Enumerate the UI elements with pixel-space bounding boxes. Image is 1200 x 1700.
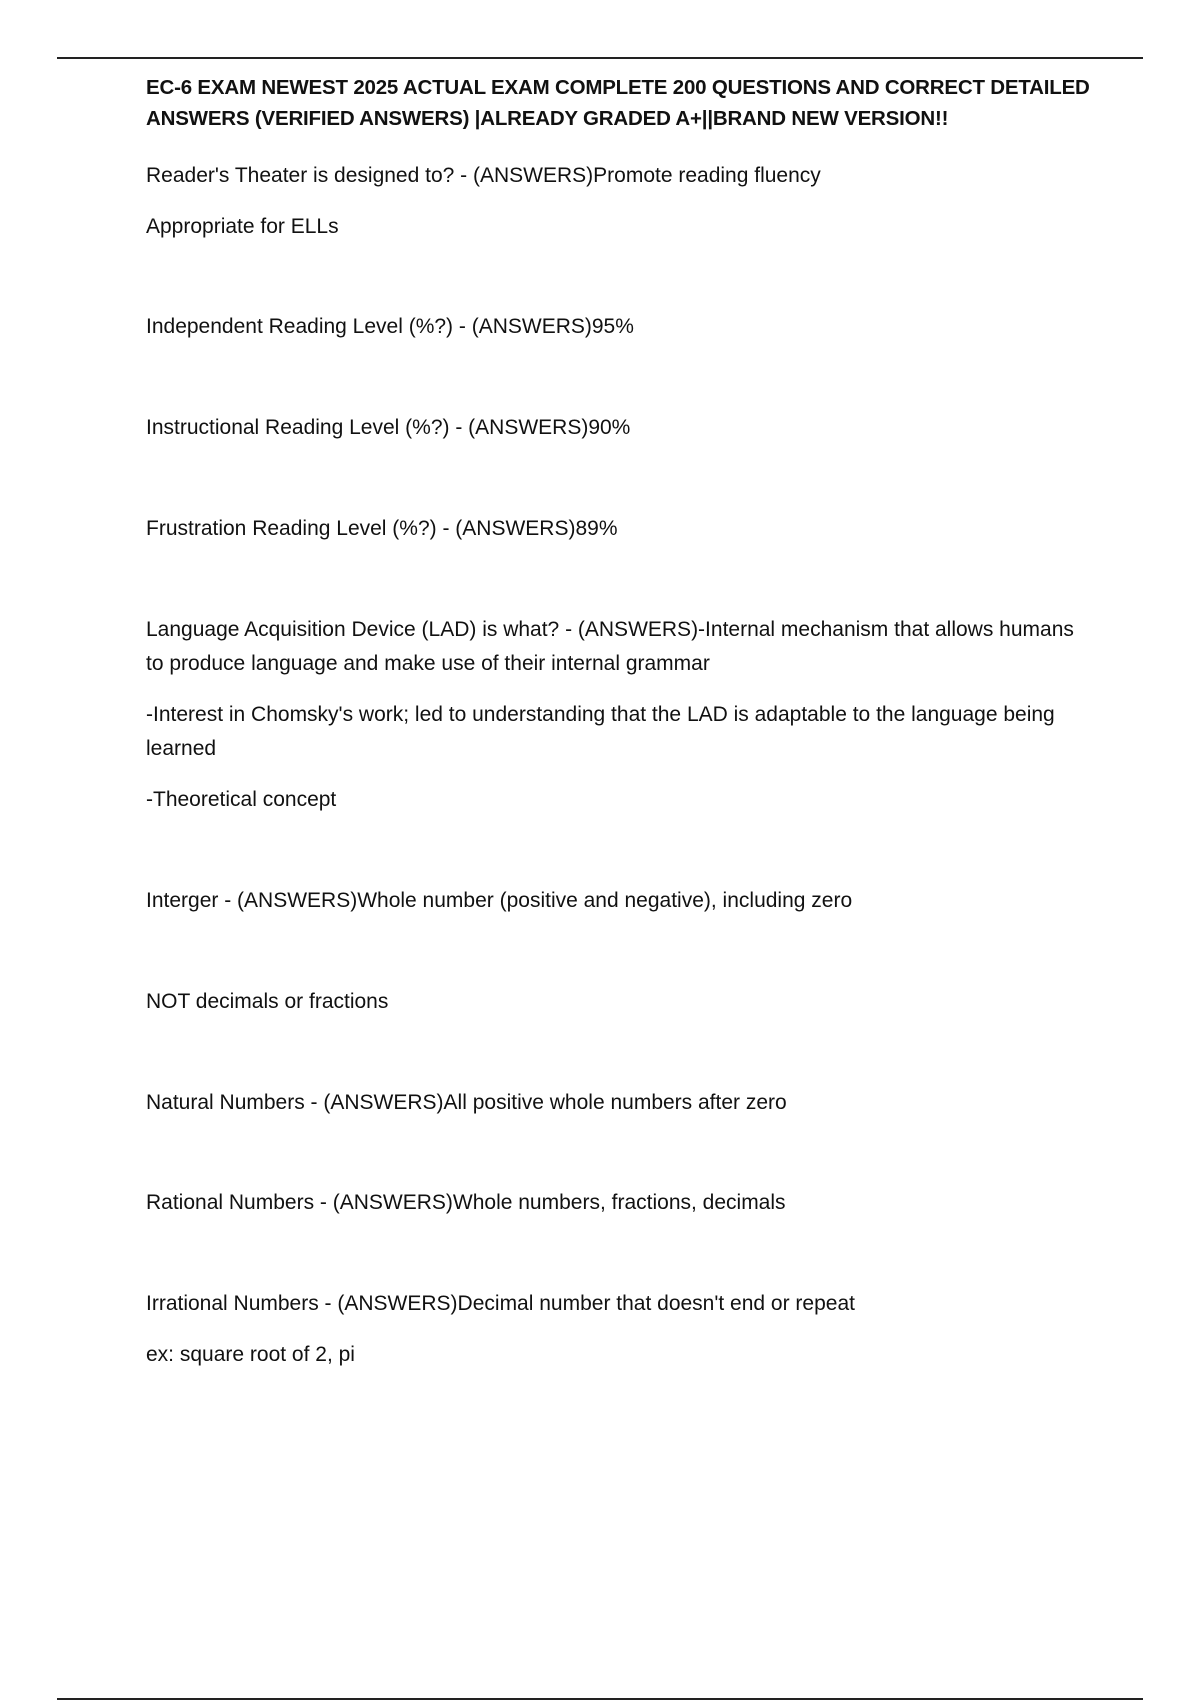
entry-frustration-level: Frustration Reading Level (%?) - (ANSWERS)89% [146, 517, 618, 540]
entry-irrational-example: ex: square root of 2, pi [146, 1343, 355, 1366]
entry-chomsky: -Interest in Chomsky's work; led to understanding that the LAD is adaptable to the language being learned [146, 703, 1055, 760]
entry-independent-level: Independent Reading Level (%?) - (ANSWERS)95% [146, 315, 634, 338]
entry-irrational-numbers: Irrational Numbers - (ANSWERS)Decimal number that doesn't end or repeat [146, 1292, 855, 1315]
entry-theoretical: -Theoretical concept [146, 788, 337, 811]
entry-natural-numbers: Natural Numbers - (ANSWERS)All positive whole numbers after zero [146, 1091, 787, 1114]
entry-readers-theater: Reader's Theater is designed to? - (ANSWERS)Promote reading fluency [146, 164, 821, 187]
entry-rational-numbers: Rational Numbers - (ANSWERS)Whole numbers, fractions, decimals [146, 1191, 786, 1214]
header-rule [57, 57, 1143, 59]
document-title: EC-6 EXAM NEWEST 2025 ACTUAL EXAM COMPLETE 200 QUESTIONS AND CORRECT DETAILED ANSWERS (VERIFIED ANSWERS) |ALREADY GRADED A+||BRAND NEW VERSION!! [146, 76, 1090, 130]
entry-instructional-level: Instructional Reading Level (%?) - (ANSWERS)90% [146, 416, 631, 439]
entry-interger: Interger - (ANSWERS)Whole number (positive and negative), including zero [146, 889, 853, 912]
entry-appropriate-ells: Appropriate for ELLs [146, 215, 339, 238]
entry-not-decimals: NOT decimals or fractions [146, 990, 389, 1013]
entry-lad: Language Acquisition Device (LAD) is what? - (ANSWERS)-Internal mechanism that allows humans to produce language and make use of their internal grammar [146, 618, 1074, 675]
